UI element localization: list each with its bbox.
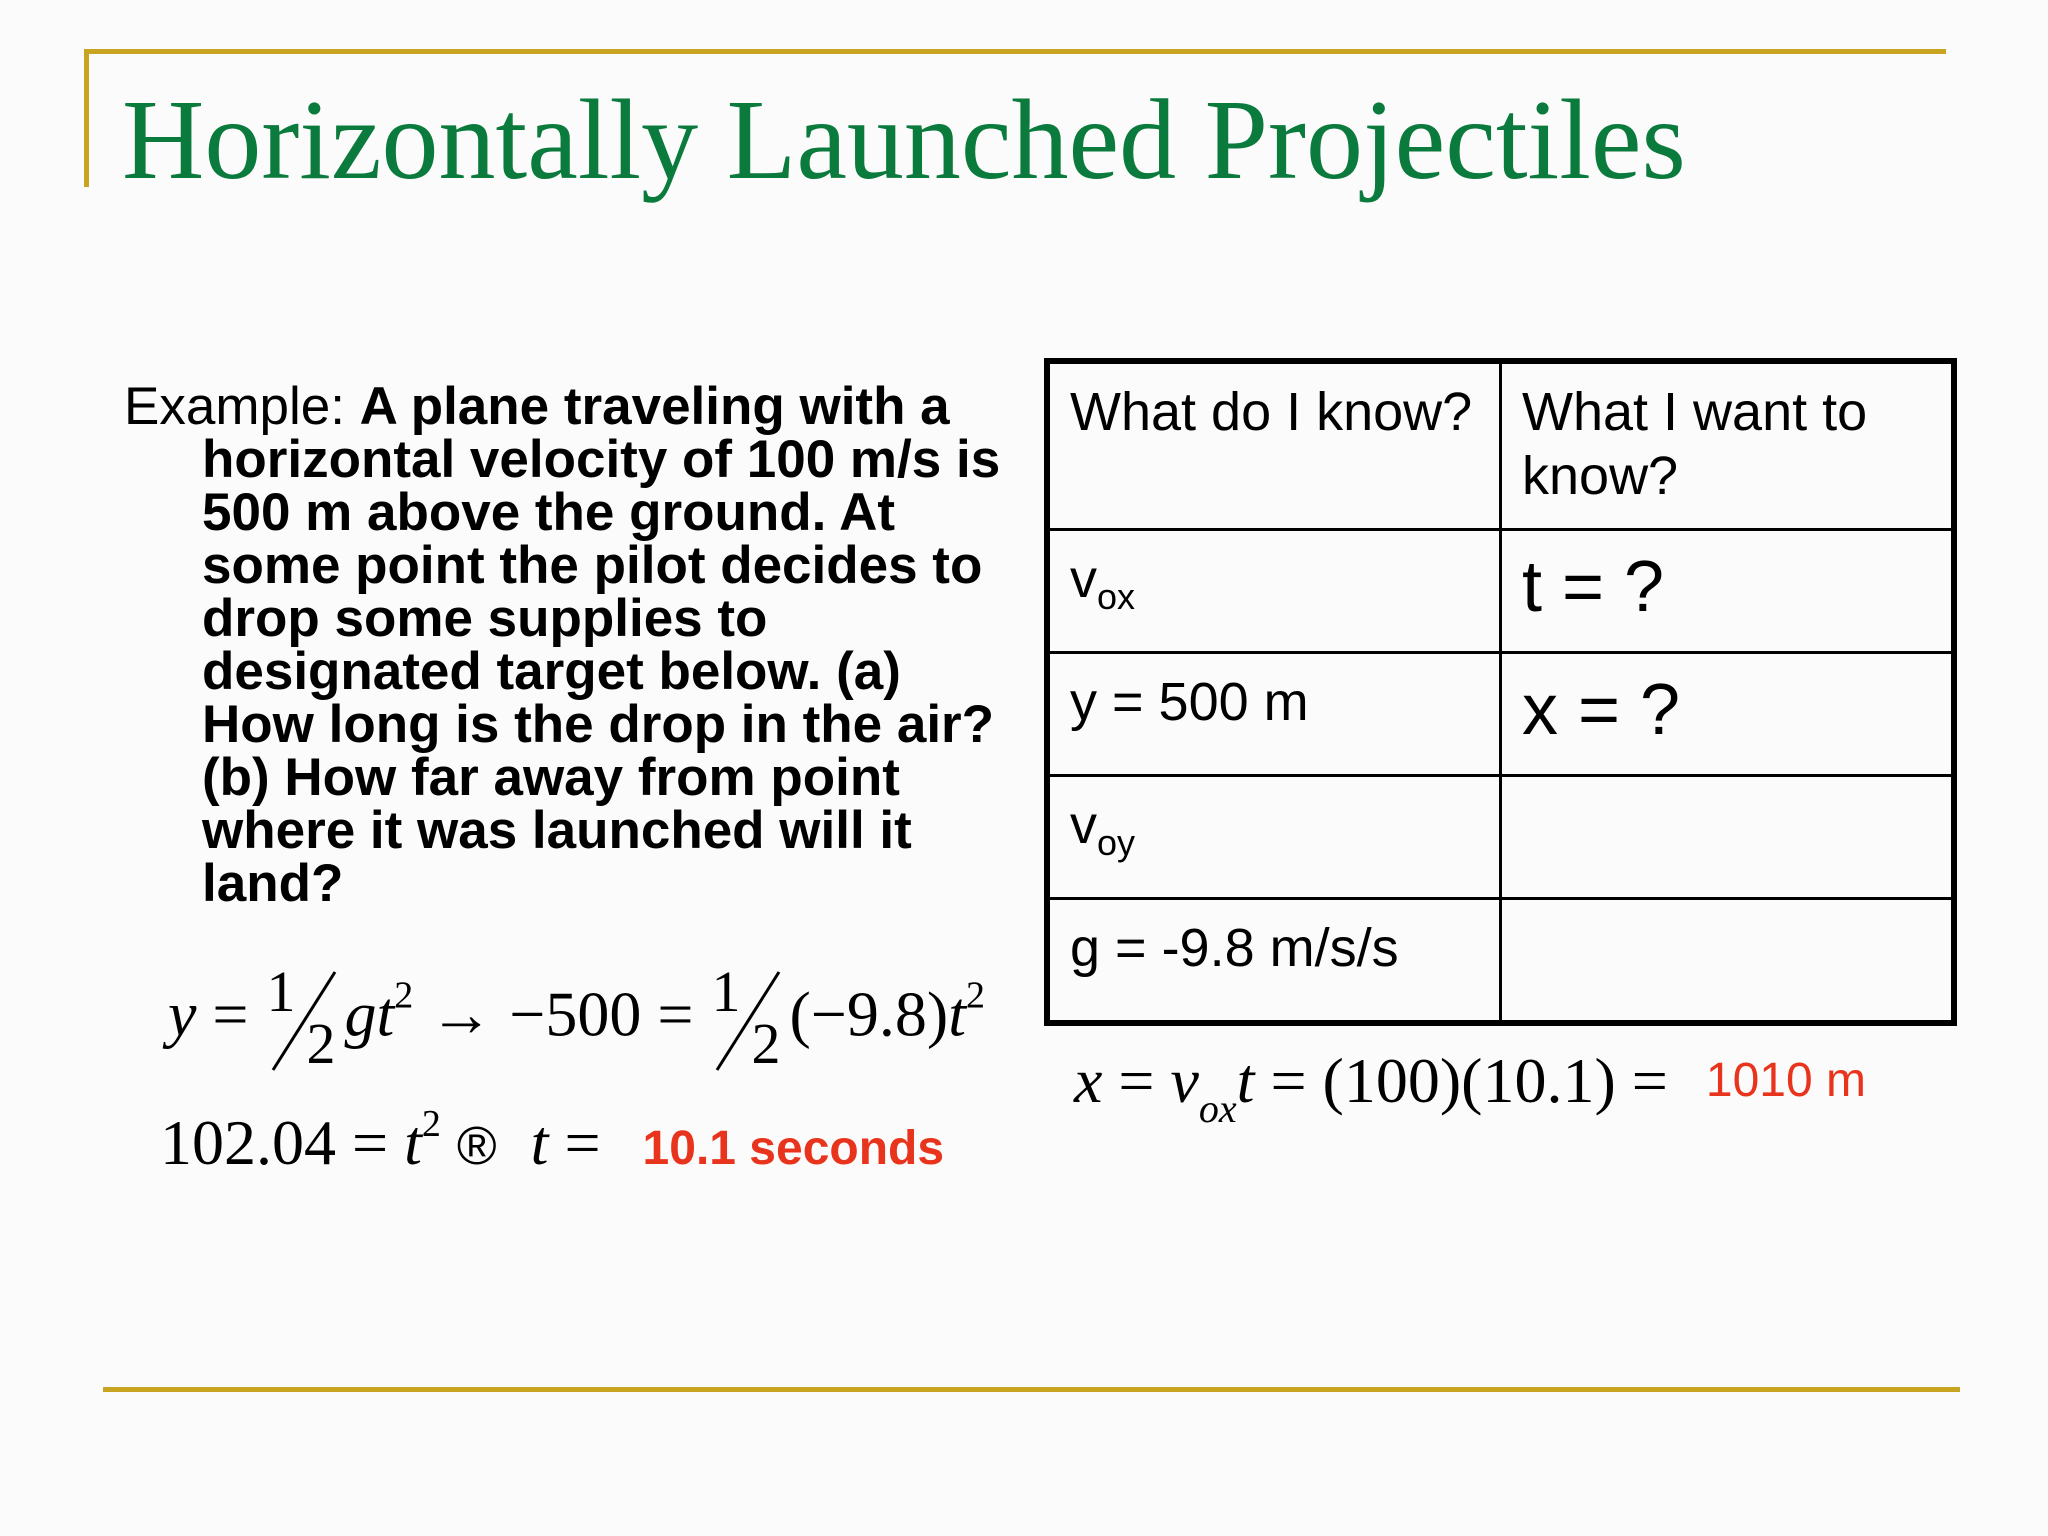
table-row: [1047, 653, 1954, 776]
header-want: What I want to know?: [1501, 361, 1955, 530]
known-cell: [1047, 899, 1501, 1024]
eq1-g: g: [344, 978, 377, 1050]
eq1-t-2: t: [948, 978, 966, 1050]
known-unknown-table: [1044, 358, 1957, 1026]
eq1-paren: (−9.8): [789, 978, 949, 1050]
registered-symbol: ®: [456, 1116, 497, 1176]
distance-answer: 1010 m: [1705, 1054, 1866, 1107]
known-cell: [1047, 776, 1501, 899]
arrow: →: [429, 978, 494, 1050]
eq1-y: y: [168, 978, 197, 1050]
want-cell: t = ?: [1501, 530, 1955, 653]
equation-solve-time: [160, 1102, 944, 1180]
problem-text: [124, 377, 1004, 913]
equation-free-fall: [168, 959, 985, 1076]
eq1-exponent-2: 2: [965, 974, 985, 1017]
known-text: y = 500 m: [1070, 672, 1309, 732]
want-cell: [1501, 899, 1955, 1024]
known-subscript: ox: [1097, 576, 1136, 617]
table-row: [1047, 776, 1954, 899]
eq2-t-2: t: [530, 1107, 549, 1178]
want-cell: [1501, 776, 1955, 899]
eq2-equals: =: [352, 1107, 389, 1178]
eq3-x: x: [1074, 1045, 1103, 1116]
known-main: v: [1070, 795, 1097, 855]
slide-title: Horizontally Launched Projectiles: [122, 76, 1686, 203]
fraction-numerator: 1: [711, 959, 741, 1024]
want-cell: x = ?: [1501, 653, 1955, 776]
eq3-product: = (100)(10.1) =: [1270, 1045, 1668, 1116]
problem-lead: Example:: [124, 377, 360, 436]
table-row: [1047, 899, 1954, 1024]
eq2-t: t: [404, 1107, 422, 1178]
header-known: What do I know?: [1047, 361, 1501, 530]
fraction-numerator: 1: [266, 959, 296, 1024]
eq1-equals-2: =: [657, 978, 694, 1050]
problem-body: A plane traveling with a horizontal velocity of 100 m/s is 500 m above the ground. At some point the pilot decides to drop some supplies to designated target below. (a) How long is the drop in the air? (b) How far away from point where it was launched will it land?: [202, 377, 1001, 913]
fraction-denominator: 2: [751, 1011, 781, 1076]
eq2-value: 102.04: [160, 1107, 336, 1178]
equation-horizontal-distance: $x = v_{ox}t = (100)(10.1) = 1010$ m: [1074, 1045, 1866, 1131]
known-text: g = -9.8 m/s/s: [1070, 918, 1399, 978]
eq1-equals: =: [212, 978, 249, 1050]
half-fraction: [265, 959, 345, 1076]
top-rule: [84, 49, 1946, 54]
fraction-denominator: 2: [306, 1011, 336, 1076]
eq1-t: t: [376, 978, 395, 1050]
eq1-exponent: 2: [394, 974, 414, 1017]
time-answer: 10.1 seconds: [642, 1122, 945, 1175]
known-cell: [1047, 530, 1501, 653]
eq2-exponent: 2: [421, 1103, 441, 1145]
eq1-value: −500: [509, 978, 642, 1050]
known-subscript: oy: [1097, 822, 1136, 863]
half-fraction: [709, 959, 789, 1076]
table-header-row: [1047, 361, 1954, 530]
known-main: v: [1070, 549, 1097, 609]
eq3-subscript: ox: [1198, 1086, 1237, 1131]
known-cell: [1047, 653, 1501, 776]
eq2-equals-2: =: [564, 1107, 601, 1178]
eq3-v: v: [1170, 1045, 1199, 1116]
table-row: [1047, 530, 1954, 653]
left-rule: [84, 49, 89, 187]
bottom-rule: [103, 1387, 1960, 1392]
eq3-t: t: [1236, 1045, 1255, 1116]
